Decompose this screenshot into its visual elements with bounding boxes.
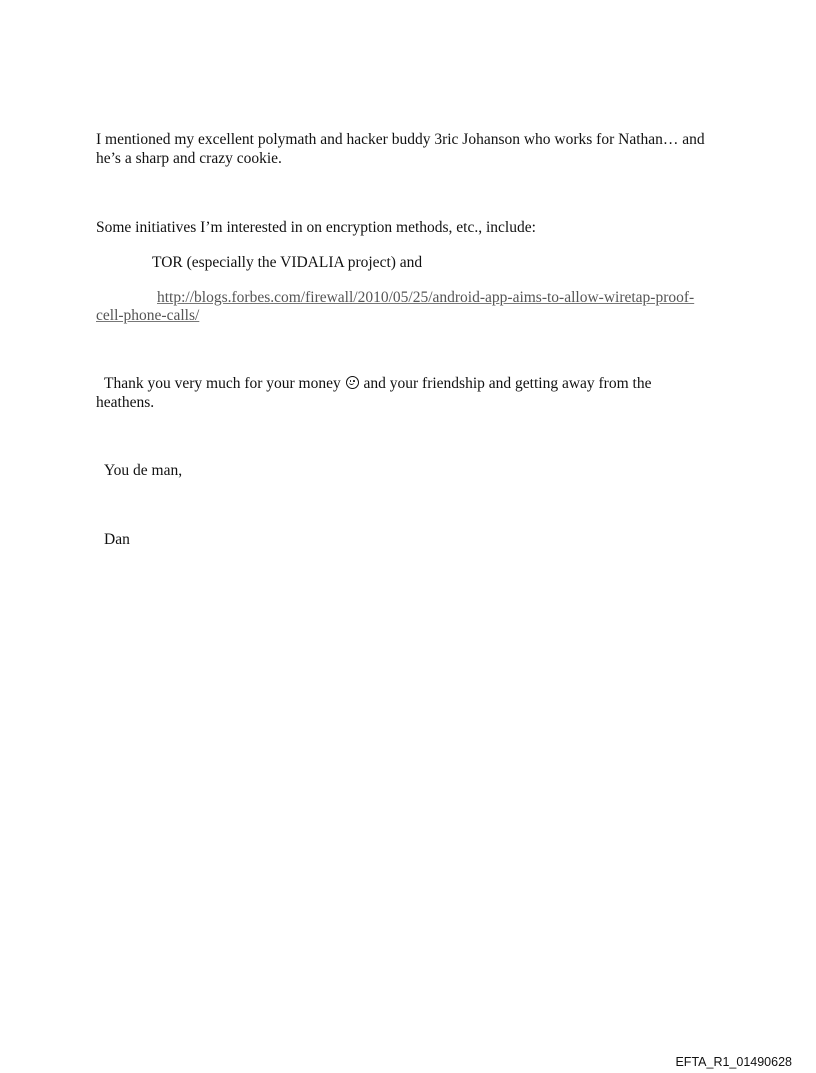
closing-line: You de man, bbox=[104, 462, 183, 479]
paragraph-1-line-1: I mentioned my excellent polymath and hacker buddy 3ric Johanson who works for Nathan… and bbox=[96, 131, 705, 148]
forbes-link-continued[interactable]: cell-phone-calls/ bbox=[96, 307, 200, 324]
paragraph-3-line-1 bbox=[104, 375, 651, 393]
signature: Dan bbox=[104, 531, 130, 548]
initiatives-intro: Some initiatives I’m interested in on encryption methods, etc., include: bbox=[96, 219, 536, 236]
thanks-text: Thank you very much for your money bbox=[104, 375, 341, 392]
paragraph-1-line-2: he’s a sharp and crazy cookie. bbox=[96, 150, 282, 167]
smiley-face-icon bbox=[346, 376, 359, 389]
thanks-text-continued: and your friendship and getting away from the bbox=[363, 375, 652, 392]
paragraph-3-line-2: heathens. bbox=[96, 394, 155, 411]
tor-item: TOR (especially the VIDALIA project) and bbox=[152, 254, 423, 271]
forbes-link-line-1[interactable] bbox=[157, 289, 694, 307]
document-id-footer: EFTA_R1_01490628 bbox=[675, 1055, 792, 1069]
forbes-link[interactable]: http://blogs.forbes.com/firewall/2010/05/25/android-app-aims-to-allow-wiretap-proof- bbox=[157, 289, 695, 306]
forbes-link-line-2[interactable] bbox=[96, 307, 199, 325]
